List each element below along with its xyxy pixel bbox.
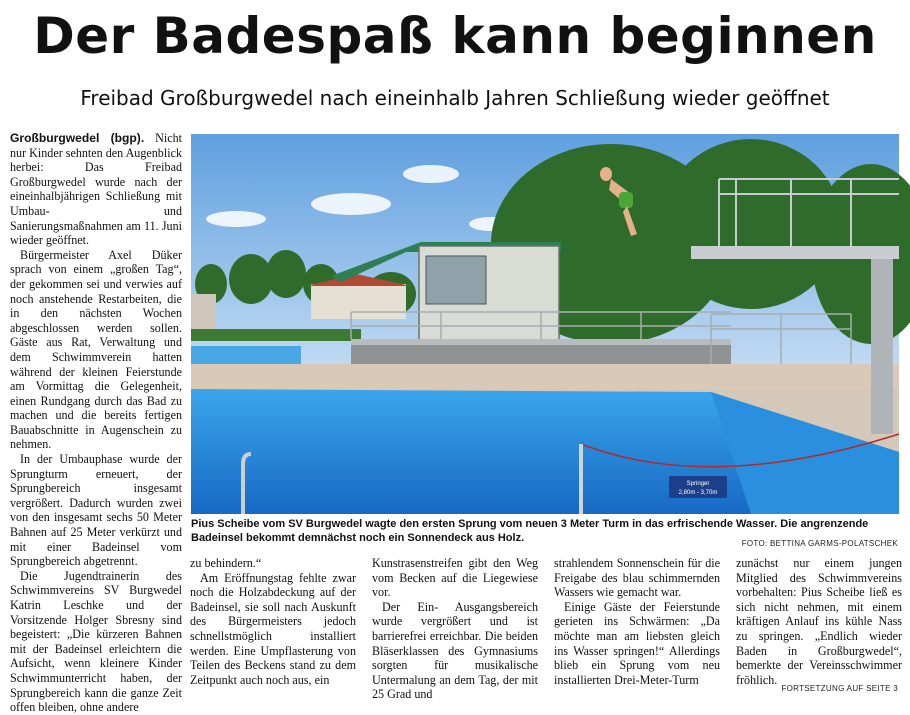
paragraph: Am Eröffnungstag fehlte zwar noch die Holzabdeckung auf der Badeinsel, sie soll nach Auskunft des Bürgermeisters jedoch schnellstmöglich installiert werden. Eine Umpflasterung von Teilen des Beckens stand zu dem Zeitpunkt auch noch aus, ein bbox=[190, 570, 356, 687]
paragraph: Der Ein- Ausgangsbereich wurde vergrößert und ist barrierefrei erreichbar. Die beiden Bläserklassen des Gymnasiums sorgten für musikalische Untermalung an dem Tag, der mit 25 Grad und bbox=[372, 599, 538, 702]
distant-house bbox=[311, 284, 406, 319]
headline: Der Badespaß kann beginnen bbox=[33, 7, 877, 65]
article-column-2 bbox=[190, 556, 356, 687]
paragraph: zunächst nur einem jungen Mitglied des Schwimmvereins vorbehalten: Pius Scheibe ließ es sich nicht nehmen, mit einem kräftigen Anlauf ins kühle Nass zu springen. „Endlich wieder Baden in Großburgwedel“, bemerkte der Vereinsschwimmer fröhlich. bbox=[736, 556, 902, 687]
paragraph: Einige Gäste der Feierstunde gerieten ins Schwärmen: „Da möchte man am liebsten gleich ins Wasser springen!“ Allerdings blieb ein Sprung vom neu installierten Drei-Meter-Turm bbox=[554, 599, 720, 687]
article-photo bbox=[191, 134, 899, 514]
dateline: Großburgwedel (bgp). bbox=[10, 131, 145, 145]
paragraph bbox=[10, 131, 182, 248]
paragraph: zu behindern.“ bbox=[190, 556, 262, 570]
depth-sign-line1: Springer bbox=[686, 481, 710, 487]
photo-caption: Pius Scheibe vom SV Burgwedel wagte den ersten Sprung vom neuen 3 Meter Turm in das erfrischende Wasser. Die angrenzende Badeinsel bekommt demnächst noch ein Sonnendeck aus Holz. bbox=[191, 518, 869, 544]
paragraph: Bürgermeister Axel Düker sprach von einem „großen Tag“, der gekommen sei und verwies auf noch anstehende Restarbeiten, die in den nächsten Wochen abgeschlossen werden sollen. Gäste aus Rat, Verwaltung und dem Schwimmverein hatten während der kleinen Feierstunde am Vormittag die Gelegenheit, einen Rundgang durch das Bad zu machen und die bereits fertigen Bauabschnitte in Augenschein zu nehmen. bbox=[10, 247, 182, 452]
article-column-4 bbox=[554, 556, 720, 687]
article-column-5 bbox=[736, 556, 902, 687]
hedge bbox=[191, 329, 361, 341]
left-pool bbox=[191, 346, 301, 364]
article-column-1 bbox=[10, 131, 182, 715]
article-column-3 bbox=[372, 556, 538, 702]
subheadline: Freibad Großburgwedel nach eineinhalb Jahren Schließung wieder geöffnet bbox=[80, 86, 830, 110]
paragraph: Kunstrasenstreifen gibt den Weg vom Becken auf die Liegewiese vor. bbox=[372, 556, 538, 600]
paragraph: strahlendem Sonnenschein für die Freigabe des blau schimmernden Wassers wie gemacht war. bbox=[554, 556, 720, 600]
paragraph: Die Jugendtrainerin des Schwimmvereins SV Burgwedel Katrin Leschke und der Vorsitzende Holger Sbresny sind begeistert: „Die kürzeren Bahnen mit der Badeinsel erleichtern die Aufsicht, wenn kleinere Kinder Schwimmunterricht haben, der Sprungbereich kann die ganze Zeit offen bleiben, ohne andere bbox=[10, 568, 182, 715]
continuation-note: FORTSETZUNG AUF SEITE 3 bbox=[781, 684, 898, 693]
depth-sign-line2: 2,80m - 3,70m bbox=[678, 490, 718, 496]
paragraph-text: Nicht nur Kinder sehnten den Augenblick herbei: Das Freibad Großburgwedel wurde nach der eineinhalbjährigen Schließung mit Umbau- und Sanierungsmaßnahmen am 11. Juni wieder geöffnet. bbox=[10, 131, 182, 248]
paragraph: In der Umbauphase wurde der Sprungturm erneuert, der Sprungbereich insgesamt vergrößert. Dadurch wurden zwei von den insgesamt sechs 50 Meter Bahnen auf 25 Meter verkürzt und mit einer Badeinsel vom Sprungbereich abgetrennt. bbox=[10, 452, 182, 569]
photo-credit: FOTO: BETTINA GARMS-POLATSCHEK bbox=[741, 539, 898, 548]
